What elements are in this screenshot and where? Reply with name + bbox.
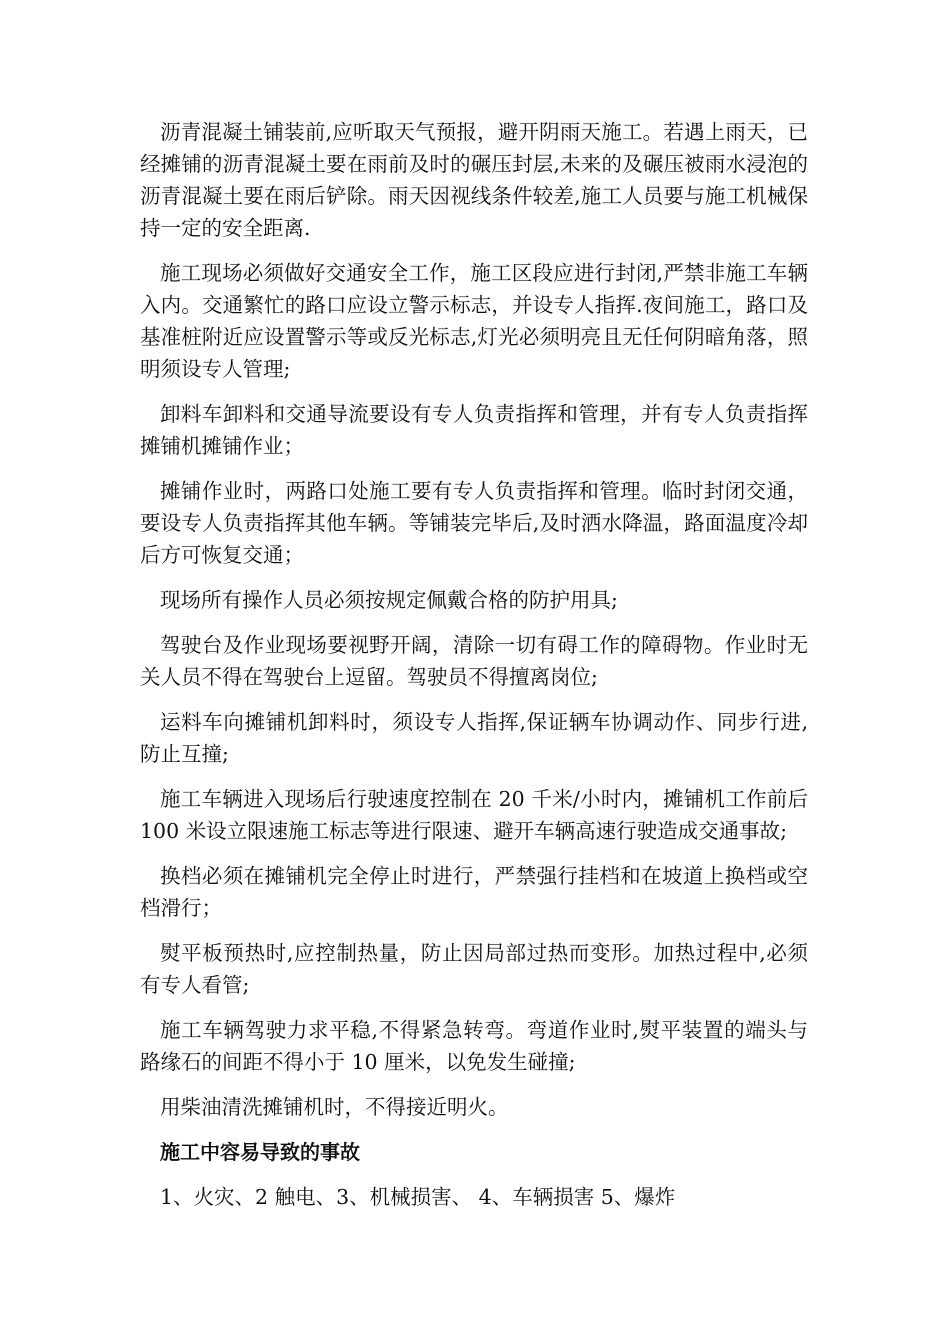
paragraph-truck-unloading: 运料车向摊铺机卸料时，须设专人指挥,保证辆车协调动作、同步行进,防止互撞; — [140, 710, 808, 766]
section-heading-accidents: 施工中容易导致的事故 — [160, 1140, 360, 1164]
paragraph-gear-shifting: 换档必须在摊铺机完全停止时进行，严禁强行挂档和在坡道上换档或空档滑行； — [140, 864, 808, 920]
paragraph-unloading-command: 卸料车卸料和交通导流要设有专人负责指挥和管理，并有专人负责指挥摊铺机摊铺作业； — [140, 402, 808, 458]
document-body — [140, 116, 808, 1226]
paragraph-traffic-safety: 施工现场必须做好交通安全工作，施工区段应进行封闭,严禁非施工车辆入内。交通繁忙的路口应设立警示标志，并设专人指挥.夜间施工，路口及基准桩附近应设置警示等或反光标志,灯光必须明亮且无任何阴暗角落，照明须设专人管理; — [140, 261, 808, 381]
paragraph-rain-construction: 沥青混凝土铺装前,应听取天气预报，避开阴雨天施工。若遇上雨天，已经摊铺的沥青混凝土要在雨前及时的碾压封层,未来的及碾压被雨水浸泡的沥青混凝土要在雨后铲除。雨天因视线条件较差,施工人员要与施工机械保持一定的安全距离. — [140, 120, 808, 240]
paragraph-speed-limit: 施工车辆进入现场后行驶速度控制在 20 千米/小时内，摊铺机工作前后 100 米设立限速施工标志等进行限速、避开车辆高速行驶造成交通事故; — [140, 787, 808, 843]
paragraph-protective-gear: 现场所有操作人员必须按规定佩戴合格的防护用具; — [160, 588, 618, 612]
paragraph-diesel-cleaning: 用柴油清洗摊铺机时，不得接近明火。 — [160, 1095, 509, 1119]
paragraph-paving-intersection: 摊铺作业时，两路口处施工要有专人负责指挥和管理。临时封闭交通，要设专人负责指挥其他车辆。等铺装完毕后,及时洒水降温，路面温度冷却后方可恢复交通； — [140, 479, 808, 567]
paragraph-smooth-driving: 施工车辆驾驶力求平稳,不得紧急转弯。弯道作业时,熨平装置的端头与路缘石的间距不得小于 10 厘米，以免发生碰撞; — [140, 1018, 808, 1074]
paragraph-screed-preheat: 熨平板预热时,应控制热量，防止因局部过热而变形。加热过程中,必须有专人看管; — [140, 941, 808, 997]
paragraph-cab-visibility: 驾驶台及作业现场要视野开阔，清除一切有碍工作的障碍物。作业时无关人员不得在驾驶台上逗留。驾驶员不得擅离岗位; — [140, 633, 808, 689]
accident-list: 1、火灾、2 触电、3、机械损害、 4、车辆损害 5、爆炸 — [160, 1185, 676, 1209]
